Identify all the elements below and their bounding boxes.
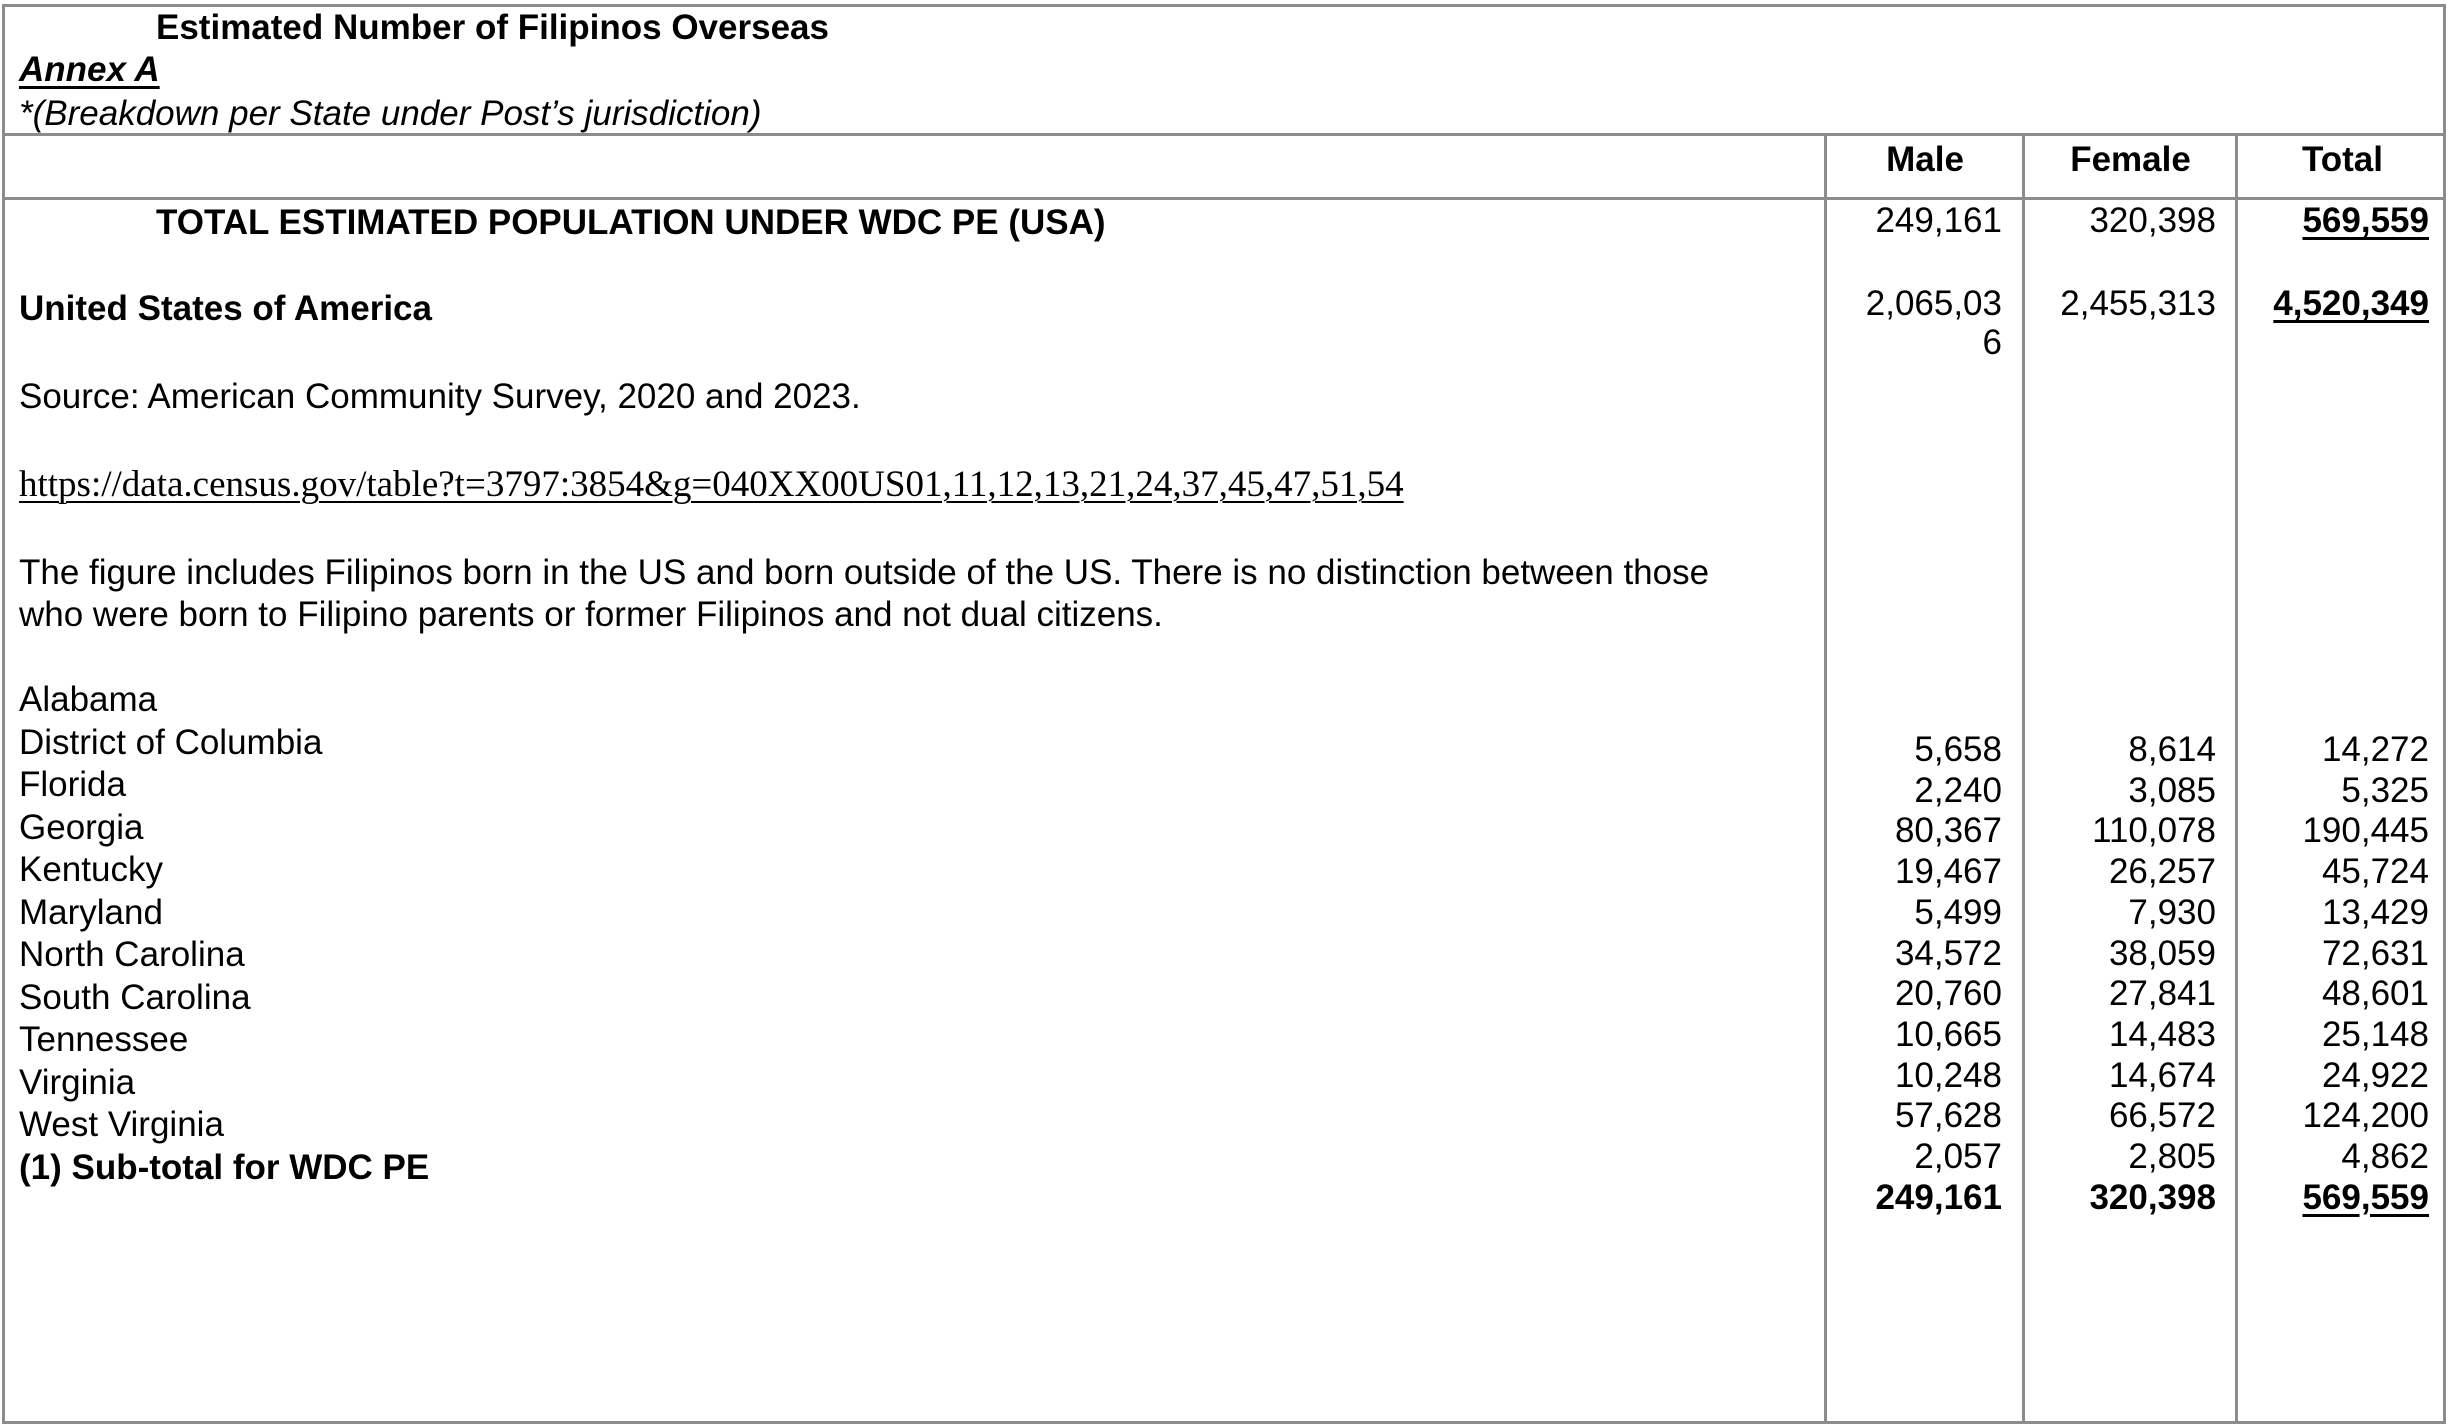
total-value: 24,922: [2321, 1055, 2429, 1095]
total-value: 72,631: [2321, 933, 2429, 973]
usa-label: United States of America: [19, 289, 432, 328]
total-value: 5,325: [2341, 770, 2429, 810]
total-male-value: 249,161: [1875, 201, 2002, 240]
total-values-column: [2239, 730, 2429, 1218]
column-divider-total: [2235, 135, 2238, 1424]
state-name: Kentucky: [19, 850, 163, 889]
state-name: South Carolina: [19, 977, 251, 1017]
usa-total-value: 4,520,349: [2273, 284, 2429, 323]
column-divider-female: [2022, 135, 2025, 1424]
female-values-column: [2026, 730, 2216, 1218]
female-value: 8,614: [2128, 730, 2216, 769]
female-value: 3,085: [2128, 770, 2216, 810]
column-divider-male: [1824, 135, 1827, 1424]
column-header-total: Total: [2301, 140, 2383, 179]
female-value: 26,257: [2108, 852, 2216, 892]
male-value: 20,760: [1894, 974, 2002, 1014]
total-value: 190,445: [2302, 811, 2429, 851]
census-data-link[interactable]: https://data.census.gov/table?t=3797:3854&g=040XX00US01,11,12,13,21,24,37,45,47,51,54: [19, 464, 1404, 505]
annex-label: Annex A: [19, 50, 160, 89]
male-value: 2,240: [1914, 770, 2002, 810]
total-value: 124,200: [2302, 1096, 2429, 1136]
state-name: District of Columbia: [19, 722, 323, 762]
state-name: Florida: [19, 765, 126, 804]
male-value: 34,572: [1894, 933, 2002, 973]
subtotal-female-value: 320,398: [2089, 1177, 2216, 1217]
total-total-value: 569,559: [2302, 201, 2429, 240]
usa-male-value-line1: 2,065,03: [1865, 284, 2002, 323]
male-value: 10,665: [1894, 1014, 2002, 1054]
subtotal-male-value: 249,161: [1875, 1177, 2002, 1217]
female-value: 110,078: [2092, 811, 2216, 851]
state-name: Georgia: [19, 807, 144, 847]
female-value: 66,572: [2108, 1096, 2216, 1136]
total-female-value: 320,398: [2089, 201, 2216, 240]
usa-female-value: 2,455,313: [2060, 284, 2216, 323]
male-value: 57,628: [1894, 1096, 2002, 1136]
state-name: Virginia: [19, 1062, 136, 1102]
female-value: 27,841: [2108, 974, 2216, 1014]
source-note: Source: American Community Survey, 2020 and 2023.: [19, 377, 861, 416]
state-name: Alabama: [19, 680, 158, 719]
state-list: [19, 679, 429, 1189]
total-population-label: TOTAL ESTIMATED POPULATION UNDER WDC PE (USA): [156, 203, 1106, 242]
male-value: 80,367: [1894, 811, 2002, 851]
male-values-column: [1828, 730, 2002, 1218]
breakdown-subtitle: *(Breakdown per State under Post’s jurisdiction): [19, 94, 762, 133]
document-title: Estimated Number of Filipinos Overseas: [156, 8, 829, 47]
column-header-female: Female: [2070, 140, 2191, 179]
column-header-male: Male: [1886, 140, 1964, 179]
male-value: 10,248: [1894, 1055, 2002, 1095]
total-value: 4,862: [2341, 1137, 2429, 1177]
male-value: 5,658: [1914, 730, 2002, 769]
male-value: 5,499: [1914, 892, 2002, 932]
state-name: Maryland: [19, 892, 163, 932]
male-value: 19,467: [1894, 852, 2002, 892]
female-value: 38,059: [2108, 933, 2216, 973]
total-value: 48,601: [2321, 974, 2429, 1014]
total-value: 25,148: [2321, 1014, 2429, 1054]
explanatory-note: The figure includes Filipinos born in the US and born outside of the US. There is no distinction between those who were born to Filipino parents or former Filipinos and not dual citizens.: [19, 553, 1710, 634]
total-value: 45,724: [2321, 852, 2429, 892]
subtotal-total-value: 569,559: [2302, 1177, 2429, 1217]
total-value: 14,272: [2321, 730, 2429, 769]
female-value: 14,483: [2108, 1014, 2216, 1054]
subtotal-label: (1) Sub-total for WDC PE: [19, 1147, 430, 1187]
state-name: North Carolina: [19, 935, 245, 974]
usa-male-value-line2: 6: [1982, 323, 2002, 362]
female-value: 7,930: [2128, 892, 2216, 932]
male-value: 2,057: [1914, 1137, 2002, 1177]
female-value: 2,805: [2128, 1137, 2216, 1177]
total-value: 13,429: [2321, 892, 2429, 932]
female-value: 14,674: [2108, 1055, 2216, 1095]
state-name: West Virginia: [19, 1105, 224, 1144]
state-name: Tennessee: [19, 1020, 189, 1059]
